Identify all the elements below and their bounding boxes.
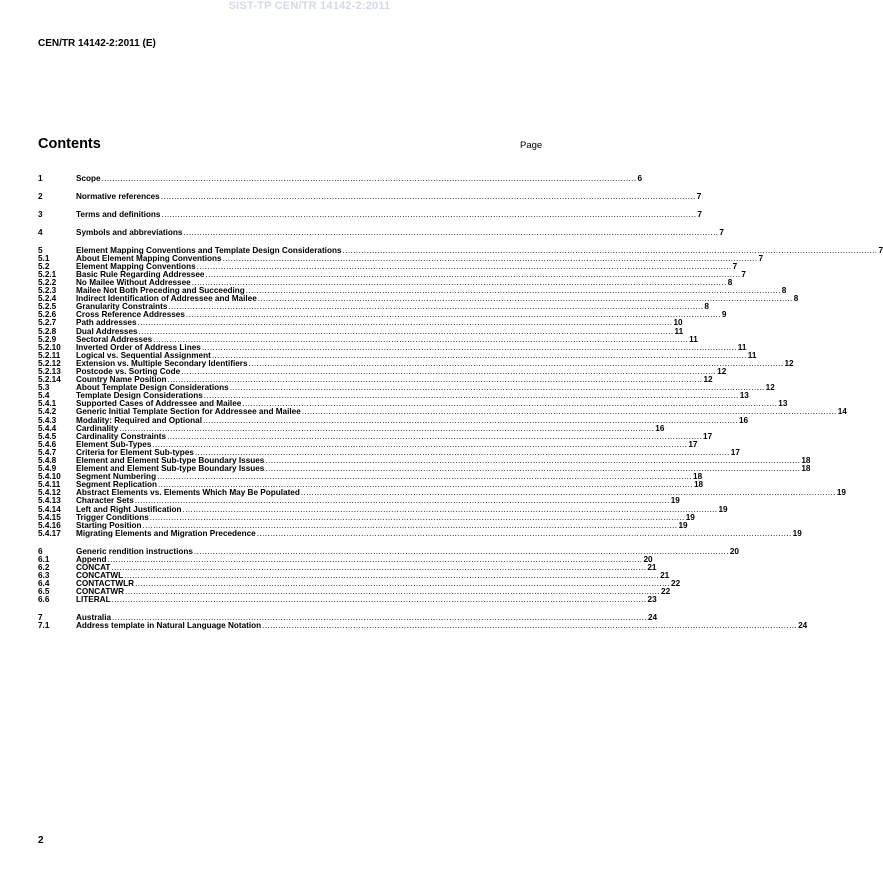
toc-entry-title: Terms and definitions bbox=[76, 209, 161, 219]
toc-entry-number: 5.4.3 bbox=[38, 415, 57, 425]
toc-entry-page: 8 bbox=[704, 302, 709, 312]
toc-entry-page: 24 bbox=[648, 613, 658, 623]
toc-entry-title: Logical vs. Sequential Assignment bbox=[76, 350, 211, 360]
toc-entry-page: 17 bbox=[688, 439, 698, 449]
toc-entry-title: Australia bbox=[76, 613, 112, 623]
toc-dot-leader: ........................................................................................................................................................................................................ bbox=[193, 546, 729, 556]
toc-dot-leader: ........................................................................................................................................................................................................ bbox=[242, 399, 778, 409]
toc-entry-page: 19 bbox=[792, 528, 802, 538]
toc-entry-page: 12 bbox=[784, 358, 794, 368]
toc-entry-number: 5.2.13 bbox=[38, 366, 61, 376]
toc-entry-page: 17 bbox=[703, 431, 713, 441]
toc-entry-page: 13 bbox=[778, 399, 788, 409]
toc-entry-number: 6.4 bbox=[38, 579, 50, 589]
toc-entry-page: 10 bbox=[673, 318, 683, 328]
toc-entry-title: Sectoral Addresses bbox=[76, 334, 153, 344]
toc-entry-page: 22 bbox=[661, 587, 671, 597]
toc-entry-page: 20 bbox=[643, 554, 653, 564]
toc-entry-number: 4 bbox=[38, 227, 43, 237]
contents-heading: Contents bbox=[38, 136, 101, 152]
toc-entry-page: 18 bbox=[693, 480, 704, 490]
toc-entry-title: Element and Element Sub-type Boundary Issues bbox=[76, 456, 265, 465]
toc-entry-number: 5.4.6 bbox=[38, 439, 57, 449]
toc-entry-title: Character Sets bbox=[76, 496, 134, 506]
toc-entry-title: About Template Design Considerations bbox=[76, 383, 229, 393]
toc-entry-title: Element Mapping Conventions and Template Design Considerations bbox=[76, 245, 342, 255]
toc-entry-page: 8 bbox=[727, 277, 733, 287]
toc-dot-leader: ........................................................................................................................................................................................................ bbox=[211, 350, 747, 360]
toc-dot-leader: ........................................................................................................................................................................................................ bbox=[138, 326, 674, 336]
toc-entry-number: 3 bbox=[38, 209, 43, 219]
toc-dot-leader: ........................................................................................................................................................................................................ bbox=[101, 174, 637, 183]
toc-entry-title: CONCATWR bbox=[76, 587, 125, 597]
toc-dot-leader: ........................................................................................................................................................................................................ bbox=[203, 391, 739, 401]
toc-dot-leader: ........................................................................................................................................................................................................ bbox=[167, 431, 703, 441]
toc-entry-page: 7 bbox=[697, 209, 702, 219]
toc-entry-page: 11 bbox=[737, 342, 747, 352]
toc-entry[interactable] bbox=[38, 209, 702, 219]
toc-entry-page: 19 bbox=[670, 496, 680, 506]
toc-entry-number: 5.4.10 bbox=[38, 472, 61, 482]
toc-entry-title: Cardinality Constraints bbox=[76, 431, 167, 441]
toc-dot-leader: ........................................................................................................................................................................................................ bbox=[191, 277, 727, 287]
toc-entry-page: 19 bbox=[836, 488, 846, 498]
toc-dot-leader: ........................................................................................................................................................................................................ bbox=[152, 439, 688, 449]
toc-entry-number: 5.2.8 bbox=[38, 326, 57, 336]
toc-entry-title: Segment Numbering bbox=[76, 472, 157, 482]
toc-entry-page: 7 bbox=[878, 245, 883, 255]
toc-entry[interactable] bbox=[38, 174, 643, 183]
toc-entry-page: 19 bbox=[678, 520, 688, 530]
toc-entry-title: Cross Reference Addresses bbox=[76, 310, 185, 320]
table-of-contents bbox=[38, 174, 883, 631]
toc-dot-leader: ........................................................................................................................................................................................................ bbox=[112, 613, 647, 623]
toc-dot-leader: ........................................................................................................................................................................................................ bbox=[182, 504, 718, 514]
toc-entry-number: 5.1 bbox=[38, 253, 50, 263]
toc-entry-title: Postcode vs. Sorting Code bbox=[76, 366, 181, 376]
toc-entry-number: 5.2.7 bbox=[38, 318, 57, 328]
toc-entry-number: 5.4 bbox=[38, 391, 50, 401]
toc-dot-leader: ........................................................................................................................................................................................................ bbox=[265, 464, 801, 474]
toc-entry-page: 21 bbox=[647, 562, 657, 572]
toc-entry-number: 6.3 bbox=[38, 571, 50, 581]
toc-entry-number: 5.2.5 bbox=[38, 302, 57, 312]
toc-entry-number: 5.2.1 bbox=[38, 269, 57, 279]
toc-dot-leader: ........................................................................................................................................................................................................ bbox=[125, 587, 661, 597]
toc-dot-leader: ........................................................................................................................................................................................................ bbox=[153, 334, 689, 344]
toc-entry-number: 5.4.9 bbox=[38, 464, 57, 474]
toc-dot-leader: ........................................................................................................................................................................................................ bbox=[245, 286, 781, 296]
toc-entry-title: Extension vs. Multiple Secondary Identifiers bbox=[76, 358, 248, 368]
toc-entry-number: 5 bbox=[38, 245, 43, 255]
toc-entry-title: Generic rendition instructions bbox=[76, 546, 193, 556]
toc-entry-number: 6.5 bbox=[38, 587, 50, 597]
toc-dot-leader: ........................................................................................................................................................................................................ bbox=[196, 261, 732, 271]
toc-entry-number: 5.4.16 bbox=[38, 520, 61, 530]
toc-dot-leader: ........................................................................................................................................................................................................ bbox=[265, 456, 801, 465]
toc-entry-title: CONCAT bbox=[76, 562, 111, 572]
toc-entry-title: Template Design Considerations bbox=[76, 391, 203, 401]
toc-entry-number: 5.2.3 bbox=[38, 286, 57, 296]
toc-entry-title: CONCATWL bbox=[76, 571, 124, 581]
toc-entry-number: 5.2.14 bbox=[38, 375, 61, 385]
toc-entry-title: Starting Position bbox=[76, 520, 142, 530]
toc-entry-title: Path addresses bbox=[76, 318, 137, 328]
toc-entry-title: CONTACTWLR bbox=[76, 579, 135, 589]
toc-dot-leader: ........................................................................................................................................................................................................ bbox=[185, 310, 721, 320]
toc-entry-title: Symbols and abbreviations bbox=[76, 227, 183, 237]
toc-dot-leader: ........................................................................................................................................................................................................ bbox=[342, 245, 878, 255]
toc-dot-leader: ........................................................................................................................................................................................................ bbox=[201, 342, 737, 352]
toc-entry-title: Modality: Required and Optional bbox=[76, 415, 202, 425]
toc-entry-page: 12 bbox=[717, 366, 727, 376]
toc-entry-title: Inverted Order of Address Lines bbox=[76, 342, 201, 352]
toc-entry[interactable] bbox=[38, 621, 808, 631]
toc-dot-leader: ........................................................................................................................................................................................................ bbox=[167, 375, 703, 385]
toc-entry-number: 7.1 bbox=[38, 621, 50, 631]
toc-dot-leader: ........................................................................................................................................................................................................ bbox=[248, 358, 784, 368]
toc-entry-page: 21 bbox=[660, 571, 670, 581]
toc-entry-title: Trigger Conditions bbox=[76, 512, 149, 522]
toc-entry-number: 5.2 bbox=[38, 261, 50, 271]
toc-entry-title: Mailee Not Both Preceding and Succeeding bbox=[76, 286, 245, 296]
toc-dot-leader: ........................................................................................................................................................................................................ bbox=[194, 447, 730, 457]
toc-entry-title: Element Sub-Types bbox=[76, 439, 152, 449]
toc-entry-number: 7 bbox=[38, 613, 43, 623]
toc-dot-leader: ........................................................................................................................................................................................................ bbox=[262, 621, 798, 631]
toc-entry-title: Normative references bbox=[76, 191, 160, 201]
toc-entry-number: 5.2.12 bbox=[38, 358, 61, 368]
toc-entry-title: Element Mapping Conventions bbox=[76, 261, 196, 271]
toc-entry-title: Granularity Constraints bbox=[76, 302, 168, 312]
toc-entry-title: Cardinality bbox=[76, 423, 119, 433]
toc-entry-page: 23 bbox=[647, 595, 657, 605]
toc-dot-leader: ........................................................................................................................................................................................................ bbox=[257, 294, 793, 304]
toc-entry-title: Element and Element Sub-type Boundary Issues bbox=[76, 464, 265, 474]
toc-dot-leader: ........................................................................................................................................................................................................ bbox=[142, 520, 678, 530]
toc-entry-page: 12 bbox=[703, 375, 713, 385]
page-number: 2 bbox=[38, 835, 44, 846]
toc-entry-number: 5.3 bbox=[38, 383, 50, 393]
toc-entry-title: Basic Rule Regarding Addressee bbox=[76, 269, 205, 279]
toc-entry-number: 5.4.13 bbox=[38, 496, 61, 506]
toc-entry-number: 2 bbox=[38, 191, 43, 201]
toc-dot-leader: ........................................................................................................................................................................................................ bbox=[301, 407, 837, 417]
toc-entry-number: 5.4.4 bbox=[38, 423, 57, 433]
toc-entry-number: 5.2.9 bbox=[38, 334, 57, 344]
toc-entry[interactable] bbox=[38, 227, 724, 237]
toc-entry-number: 6.2 bbox=[38, 562, 50, 572]
toc-entry-title: Abstract Elements vs. Elements Which May Be Populated bbox=[76, 488, 300, 498]
watermark: SIST-TP CEN/TR 14142-2:2011 bbox=[228, 0, 391, 12]
toc-dot-leader: ........................................................................................................................................................................................................ bbox=[168, 302, 704, 312]
toc-entry-page: 7 bbox=[696, 191, 702, 201]
toc-dot-leader: ........................................................................................................................................................................................................ bbox=[256, 528, 792, 538]
toc-dot-leader: ........................................................................................................................................................................................................ bbox=[205, 269, 741, 279]
toc-entry-title: Segment Replication bbox=[76, 480, 157, 490]
toc-entry-number: 5.2.11 bbox=[38, 350, 61, 360]
toc-entry-page: 13 bbox=[739, 391, 749, 401]
toc-entry-page: 18 bbox=[801, 464, 811, 474]
toc-entry-number: 5.4.7 bbox=[38, 447, 57, 457]
toc-dot-leader: ........................................................................................................................................................................................................ bbox=[181, 366, 717, 376]
toc-dot-leader: ........................................................................................................................................................................................................ bbox=[111, 562, 647, 572]
toc-entry-number: 5.2.2 bbox=[38, 277, 57, 287]
toc-dot-leader: ........................................................................................................................................................................................................ bbox=[119, 423, 655, 433]
toc-entry-title: Criteria for Element Sub-types bbox=[76, 447, 194, 457]
toc-entry-number: 5.4.17 bbox=[38, 528, 61, 538]
toc-entry-number: 5.4.5 bbox=[38, 431, 57, 441]
toc-entry-number: 5.2.6 bbox=[38, 310, 57, 320]
toc-entry-number: 5.4.2 bbox=[38, 407, 57, 417]
toc-entry-title: Address template in Natural Language Notation bbox=[76, 621, 262, 631]
toc-dot-leader: ........................................................................................................................................................................................................ bbox=[157, 480, 693, 490]
toc-entry-page: 18 bbox=[801, 456, 811, 465]
toc-dot-leader: ........................................................................................................................................................................................................ bbox=[300, 488, 836, 498]
toc-entry-page: 7 bbox=[741, 269, 746, 279]
toc-entry-number: 5.4.11 bbox=[38, 480, 61, 490]
toc-dot-leader: ........................................................................................................................................................................................................ bbox=[229, 383, 765, 393]
toc-entry-page: 7 bbox=[732, 261, 738, 271]
toc-entry-page: 11 bbox=[689, 334, 698, 344]
toc-entry-number: 6.6 bbox=[38, 595, 50, 605]
toc-entry-number: 5.4.14 bbox=[38, 504, 61, 514]
page-column-label: Page bbox=[520, 140, 543, 151]
toc-entry-page: 19 bbox=[685, 512, 695, 522]
toc-dot-leader: ........................................................................................................................................................................................................ bbox=[183, 227, 719, 237]
toc-entry-title: About Element Mapping Conventions bbox=[76, 253, 222, 263]
toc-entry-title: Dual Addresses bbox=[76, 326, 138, 336]
toc-entry-page: 22 bbox=[671, 579, 681, 589]
toc-dot-leader: ........................................................................................................................................................................................................ bbox=[160, 191, 696, 201]
toc-entry-number: 5.4.15 bbox=[38, 512, 61, 522]
toc-entry-page: 11 bbox=[747, 350, 757, 360]
toc-entry-title: Left and Right Justification bbox=[76, 504, 182, 514]
toc-entry-title: Country Name Position bbox=[76, 375, 167, 385]
toc-entry-page: 16 bbox=[738, 415, 749, 425]
toc-entry-page: 7 bbox=[719, 227, 724, 237]
toc-entry-title: Append bbox=[76, 554, 107, 564]
document-id: CEN/TR 14142-2:2011 (E) bbox=[38, 38, 156, 49]
toc-entry-page: 17 bbox=[730, 447, 740, 457]
toc-dot-leader: ........................................................................................................................................................................................................ bbox=[149, 512, 685, 522]
toc-entry-page: 8 bbox=[781, 286, 787, 296]
toc-entry-number: 5.4.1 bbox=[38, 399, 57, 409]
toc-entry-title: Migrating Elements and Migration Precedence bbox=[76, 528, 256, 538]
toc-entry-number: 6 bbox=[38, 546, 43, 556]
toc-dot-leader: ........................................................................................................................................................................................................ bbox=[111, 595, 647, 605]
toc-entry-page: 11 bbox=[674, 326, 684, 336]
toc-entry[interactable] bbox=[38, 191, 702, 201]
toc-entry[interactable] bbox=[38, 595, 657, 605]
toc-dot-leader: ........................................................................................................................................................................................................ bbox=[134, 496, 670, 506]
toc-entry-number: 5.2.4 bbox=[38, 294, 57, 304]
toc-entry-title: Generic Initial Template Section for Addressee and Mailee bbox=[76, 407, 301, 417]
toc-entry-page: 12 bbox=[765, 383, 775, 393]
toc-entry-page: 18 bbox=[693, 472, 703, 482]
toc-entry-page: 24 bbox=[798, 621, 808, 631]
toc-entry-number: 6.1 bbox=[38, 554, 50, 564]
toc-dot-leader: ........................................................................................................................................................................................................ bbox=[222, 253, 758, 263]
toc-entry-title: Indirect Identification of Addressee and Mailee bbox=[76, 294, 257, 304]
toc-entry-page: 16 bbox=[655, 423, 665, 433]
toc-dot-leader: ........................................................................................................................................................................................................ bbox=[203, 415, 738, 425]
toc-entry-page: 19 bbox=[718, 504, 728, 514]
toc-entry-number: 5.2.10 bbox=[38, 342, 61, 352]
toc-entry-title: Scope bbox=[76, 174, 101, 183]
toc-dot-leader: ........................................................................................................................................................................................................ bbox=[157, 472, 693, 482]
toc-entry-title: LITERAL bbox=[76, 595, 111, 605]
toc-dot-leader: ........................................................................................................................................................................................................ bbox=[135, 579, 671, 589]
toc-entry-page: 6 bbox=[637, 174, 643, 183]
toc-dot-leader: ........................................................................................................................................................................................................ bbox=[107, 554, 643, 564]
toc-entry-page: 7 bbox=[758, 253, 764, 263]
toc-entry-number: 5.4.12 bbox=[38, 488, 61, 498]
toc-dot-leader: ........................................................................................................................................................................................................ bbox=[137, 318, 673, 328]
toc-dot-leader: ........................................................................................................................................................................................................ bbox=[124, 571, 660, 581]
toc-entry-page: 14 bbox=[837, 407, 847, 417]
toc-entry[interactable] bbox=[38, 528, 802, 538]
toc-dot-leader: ........................................................................................................................................................................................................ bbox=[161, 209, 697, 219]
toc-entry-number: 1 bbox=[38, 174, 43, 183]
toc-entry-number: 5.4.8 bbox=[38, 456, 57, 465]
toc-entry-title: Supported Cases of Addressee and Mailee bbox=[76, 399, 242, 409]
toc-entry-page: 9 bbox=[721, 310, 727, 320]
toc-entry-page: 20 bbox=[729, 546, 739, 556]
toc-entry-page: 8 bbox=[793, 294, 799, 304]
toc-entry-title: No Mailee Without Addressee bbox=[76, 277, 191, 287]
